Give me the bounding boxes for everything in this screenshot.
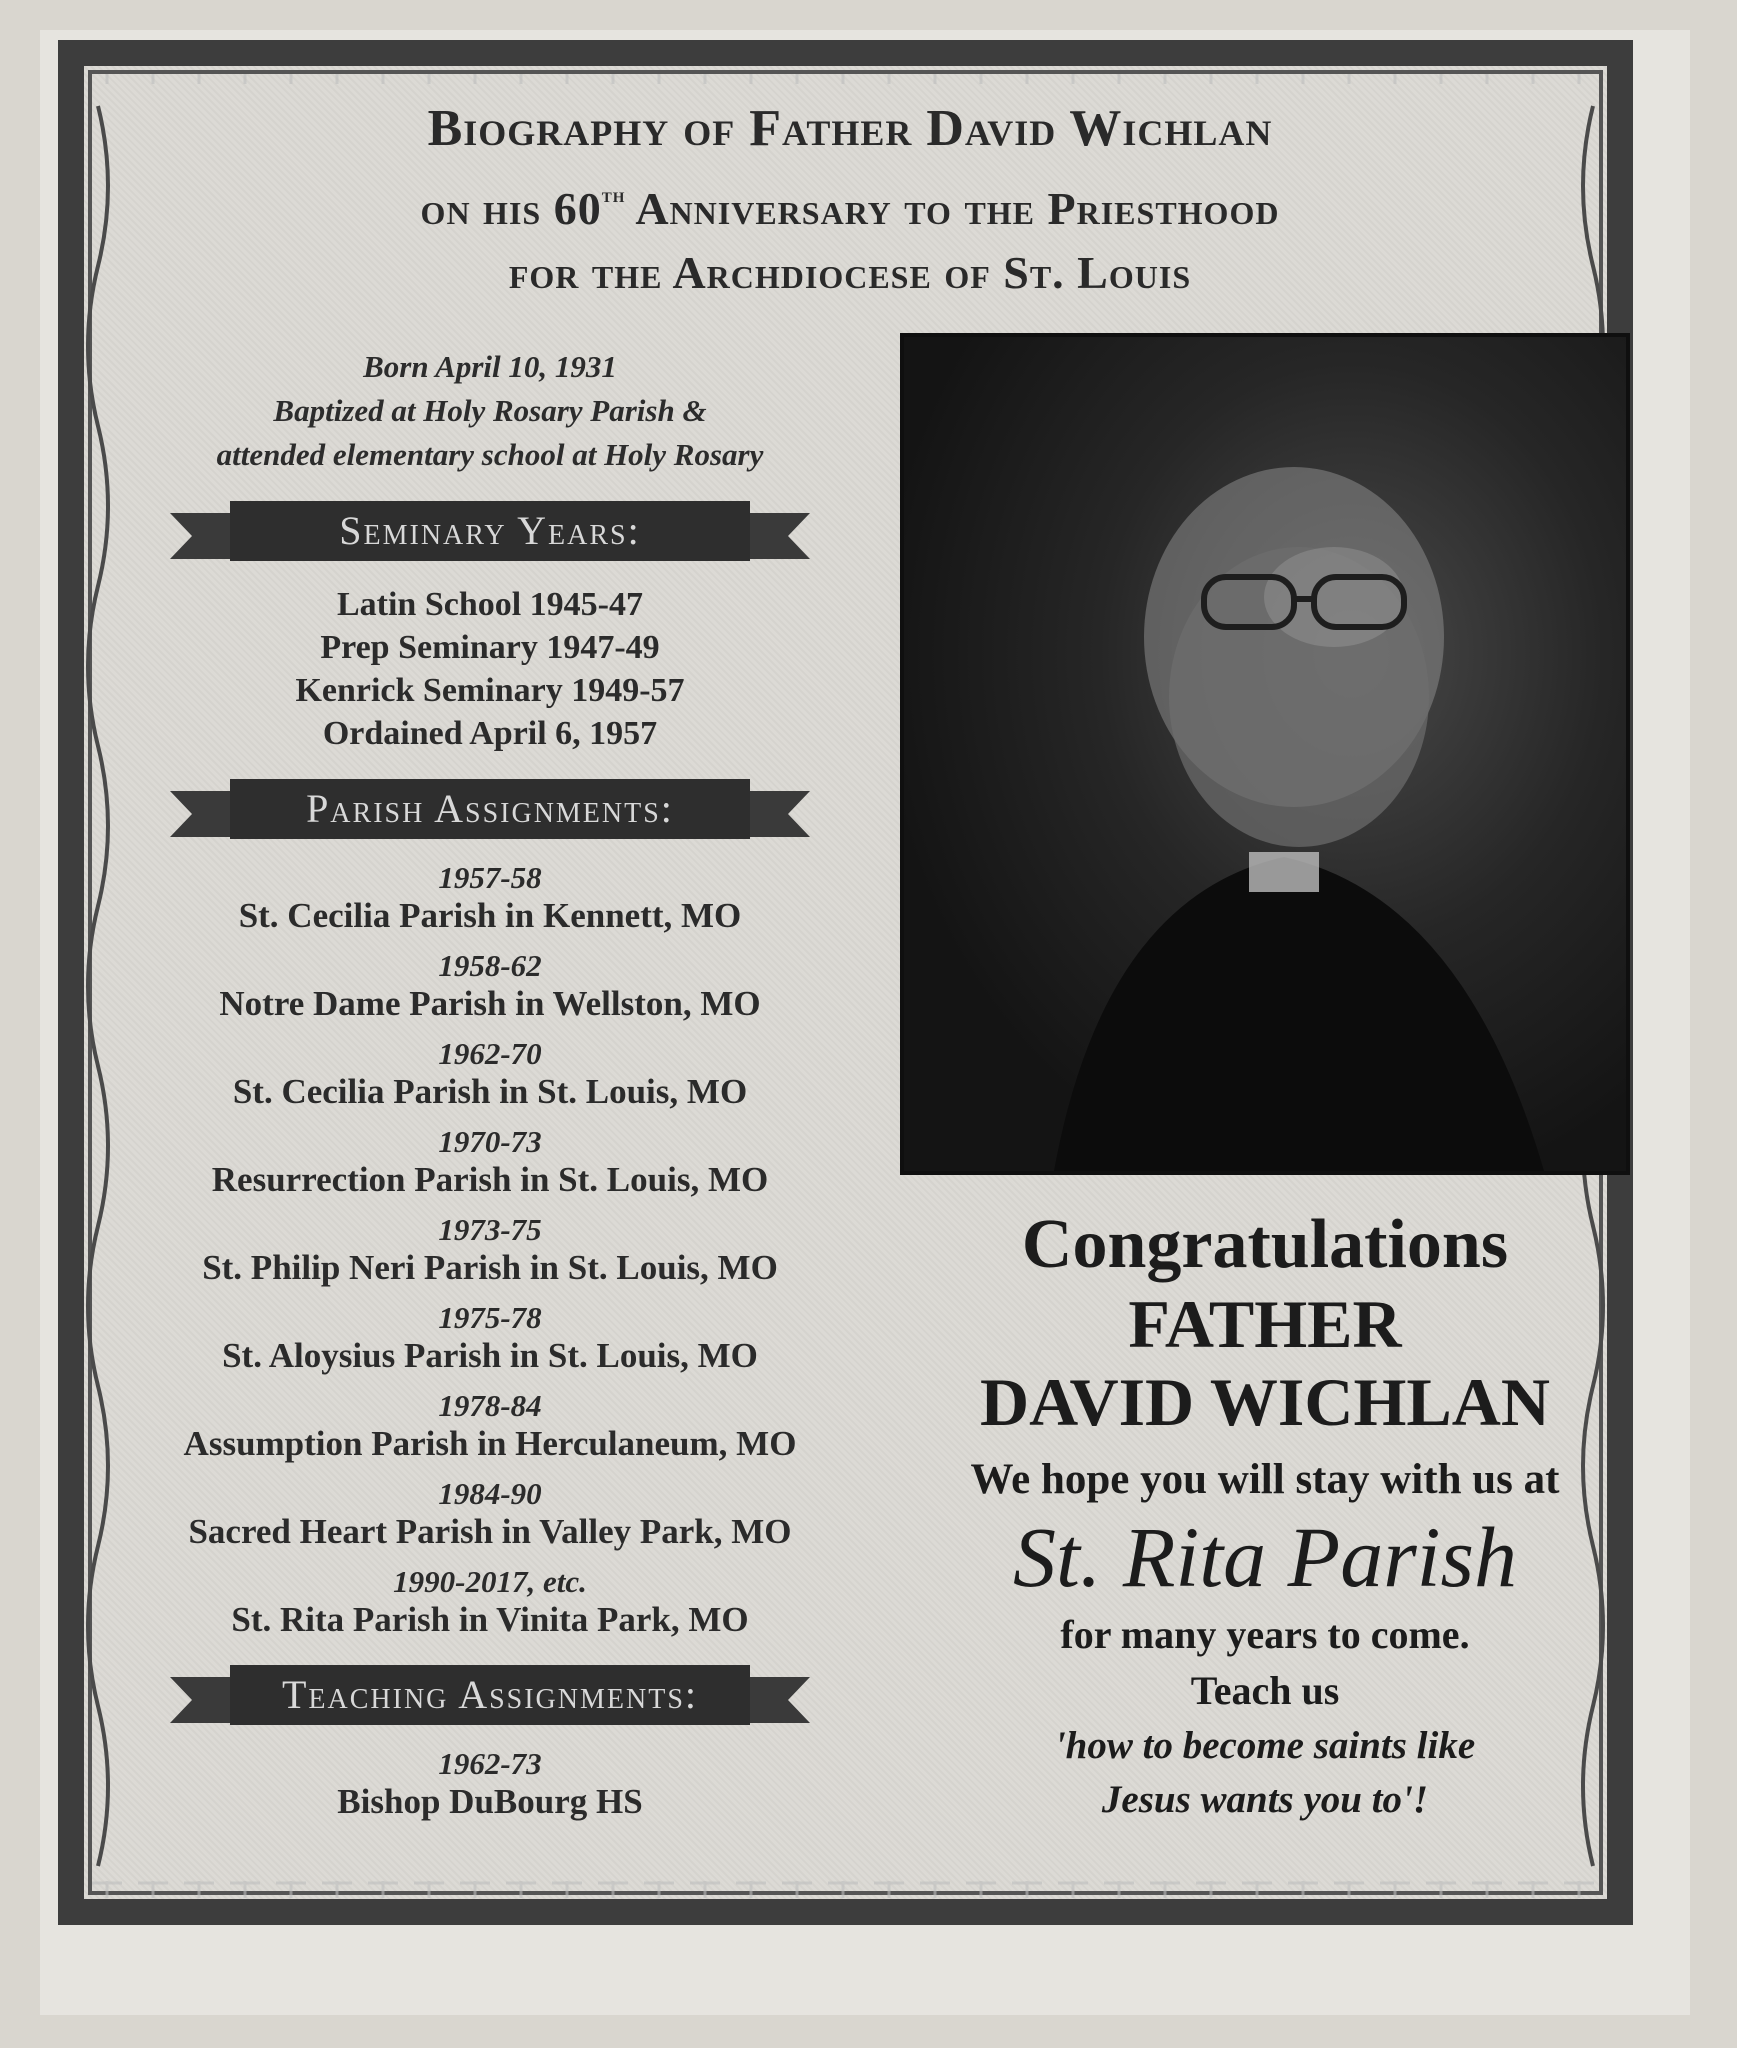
assignment-years: 1958-62 (438, 948, 542, 983)
title-ordinal-suffix: th (601, 182, 626, 207)
teaching-place: Bishop DuBourg HS (337, 1782, 643, 1821)
biography-column (120, 345, 860, 1835)
title-line-3: for the Archdiocese of St. Louis (508, 247, 1192, 298)
teaching-banner (170, 1659, 810, 1733)
assignment-place: Notre Dame Parish in Wellston, MO (219, 984, 761, 1023)
seminary-item: Kenrick Seminary 1949-57 (295, 672, 685, 709)
seminary-item: Ordained April 6, 1957 (322, 715, 658, 752)
assignment-place: St. Cecilia Parish in Kennett, MO (238, 896, 742, 935)
baptized-text: Baptized at Holy Rosary Parish & (273, 393, 707, 428)
father-title: FATHER (1128, 1286, 1402, 1362)
parish-list (120, 861, 860, 1641)
saints-text-1: 'how to become saints like (1054, 1724, 1476, 1767)
assignment-years: 1962-70 (438, 1036, 542, 1071)
seminary-banner (170, 495, 810, 569)
parish-name: St. Rita Parish (1012, 1509, 1518, 1605)
assignment-years: 1973-75 (438, 1212, 542, 1247)
assignment-years: 1978-84 (438, 1388, 542, 1423)
assignment-place: Sacred Heart Parish in Valley Park, MO (188, 1512, 792, 1551)
seminary-heading: Seminary Years: (339, 508, 641, 553)
teach-text: Teach us (1190, 1668, 1340, 1713)
seminary-item: Prep Seminary 1947-49 (320, 629, 660, 666)
portrait-photo (900, 333, 1630, 1175)
assignment-place: St. Cecilia Parish in St. Louis, MO (232, 1072, 748, 1111)
years-text: for many years to come. (1060, 1612, 1470, 1657)
title-line-1: Biography of Father David Wichlan (427, 100, 1273, 157)
attended-text: attended elementary school at Holy Rosary (216, 437, 764, 472)
seminary-item: Latin School 1945-47 (336, 586, 644, 623)
honoree-name: DAVID WICHLAN (980, 1364, 1550, 1440)
congratulations-heading: Congratulations (1021, 1206, 1509, 1283)
assignment-place: St. Philip Neri Parish in St. Louis, MO (202, 1248, 778, 1287)
assignment-place: Assumption Parish in Herculaneum, MO (183, 1424, 797, 1463)
hope-text: We hope you will stay with us at (970, 1456, 1560, 1503)
parish-heading: Parish Assignments: (306, 786, 674, 831)
assignment-place: St. Rita Parish in Vinita Park, MO (231, 1600, 749, 1639)
assignment-place: Resurrection Parish in St. Louis, MO (211, 1160, 769, 1199)
assignment-years: 1970-73 (438, 1124, 542, 1159)
portrait-image (904, 337, 1626, 1171)
assignment-years: 1990-2017, etc. (393, 1564, 587, 1599)
assignment-years: 1975-78 (438, 1300, 542, 1335)
assignment-years: 1984-90 (438, 1476, 542, 1511)
title-line-2-pre: on his 60 (420, 183, 602, 234)
title-line-2-post: Anniversary to the Priesthood (625, 183, 1280, 234)
teaching-heading: Teaching Assignments: (281, 1672, 699, 1717)
assignment-place: St. Aloysius Parish in St. Louis, MO (222, 1336, 758, 1375)
flyer-content (120, 95, 1580, 1905)
born-text: Born April 10, 1931 (363, 349, 617, 384)
saints-text-2: Jesus wants you to'! (1101, 1778, 1429, 1821)
assignment-years: 1957-58 (438, 860, 542, 895)
teaching-years: 1962-73 (438, 1746, 542, 1781)
title-line-2 (120, 163, 1580, 241)
congratulations-message (890, 1205, 1640, 1827)
parish-banner (170, 773, 810, 847)
